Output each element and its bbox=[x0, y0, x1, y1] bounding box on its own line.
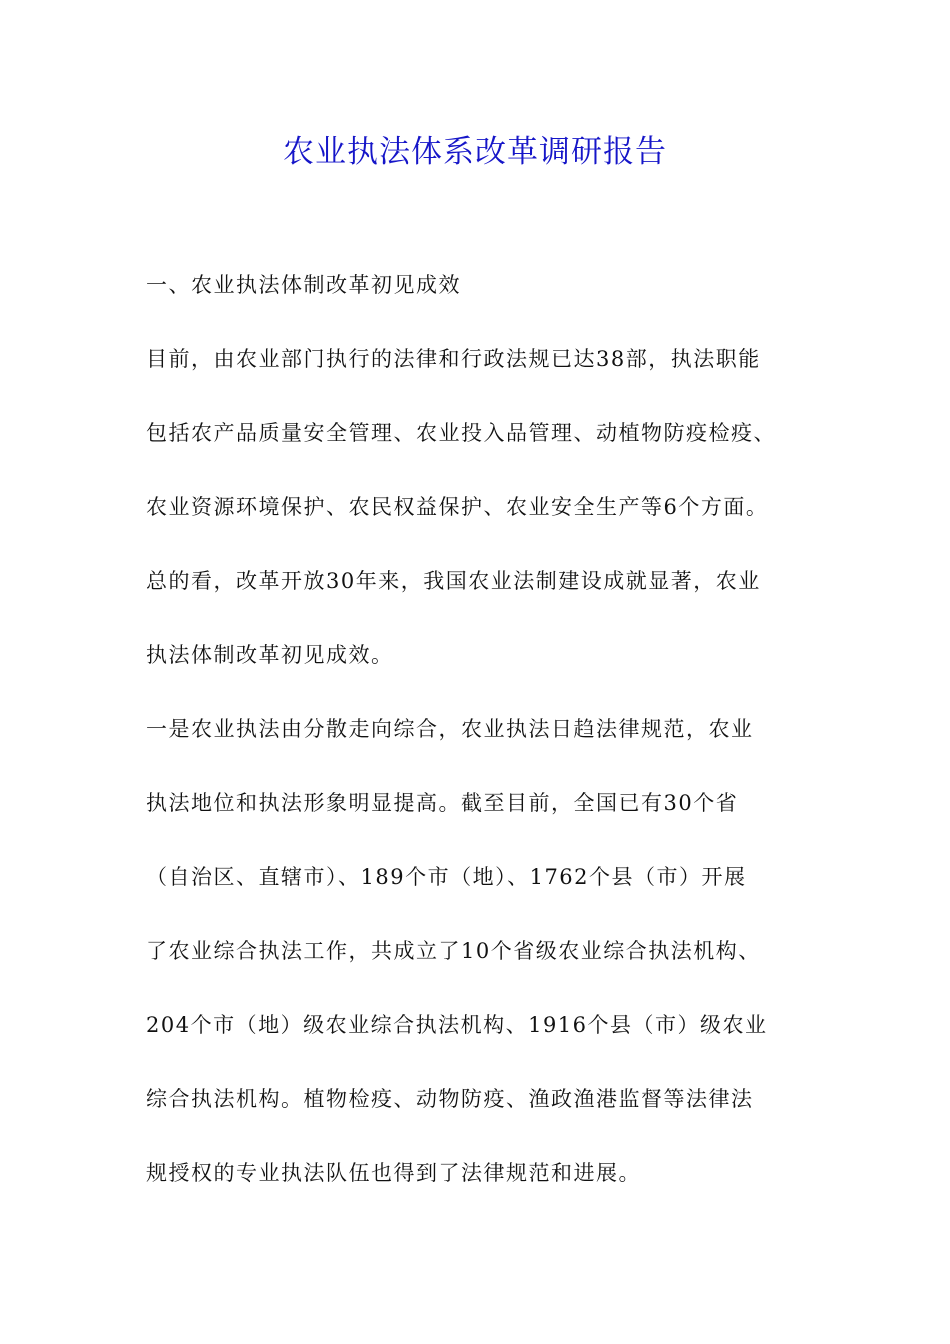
paragraph-line: 农业资源环境保护、农民权益保护、农业安全生产等6个方面。 bbox=[146, 495, 769, 519]
document-title: 农业执法体系改革调研报告 bbox=[283, 134, 667, 170]
paragraph-line: 包括农产品质量安全管理、农业投入品管理、动植物防疫检疫、 bbox=[146, 421, 776, 445]
paragraph-line: 了农业综合执法工作，共成立了10个省级农业综合执法机构、 bbox=[146, 939, 761, 963]
document-body bbox=[146, 262, 826, 1224]
section-heading: 一、农业执法体制改革初见成效 bbox=[146, 273, 461, 297]
paragraph-line: 目前，由农业部门执行的法律和行政法规已达38部，执法职能 bbox=[146, 347, 761, 371]
paragraph-line: 204个市（地）级农业综合执法机构、1916个县（市）级农业 bbox=[146, 1013, 768, 1037]
paragraph-line: 总的看，改革开放30年来，我国农业法制建设成就显著，农业 bbox=[146, 569, 761, 593]
paragraph-line: （自治区、直辖市）、189个市（地）、1762个县（市）开展 bbox=[146, 865, 747, 889]
paragraph-line: 综合执法机构。植物检疫、动物防疫、渔政渔港监督等法律法 bbox=[146, 1087, 754, 1111]
paragraph-line: 一是农业执法由分散走向综合，农业执法日趋法律规范，农业 bbox=[146, 717, 754, 741]
paragraph-line: 执法体制改革初见成效。 bbox=[146, 643, 394, 667]
paragraph-line: 规授权的专业执法队伍也得到了法律规范和进展。 bbox=[146, 1161, 641, 1185]
paragraph-line: 执法地位和执法形象明显提高。截至目前，全国已有30个省 bbox=[146, 791, 739, 815]
